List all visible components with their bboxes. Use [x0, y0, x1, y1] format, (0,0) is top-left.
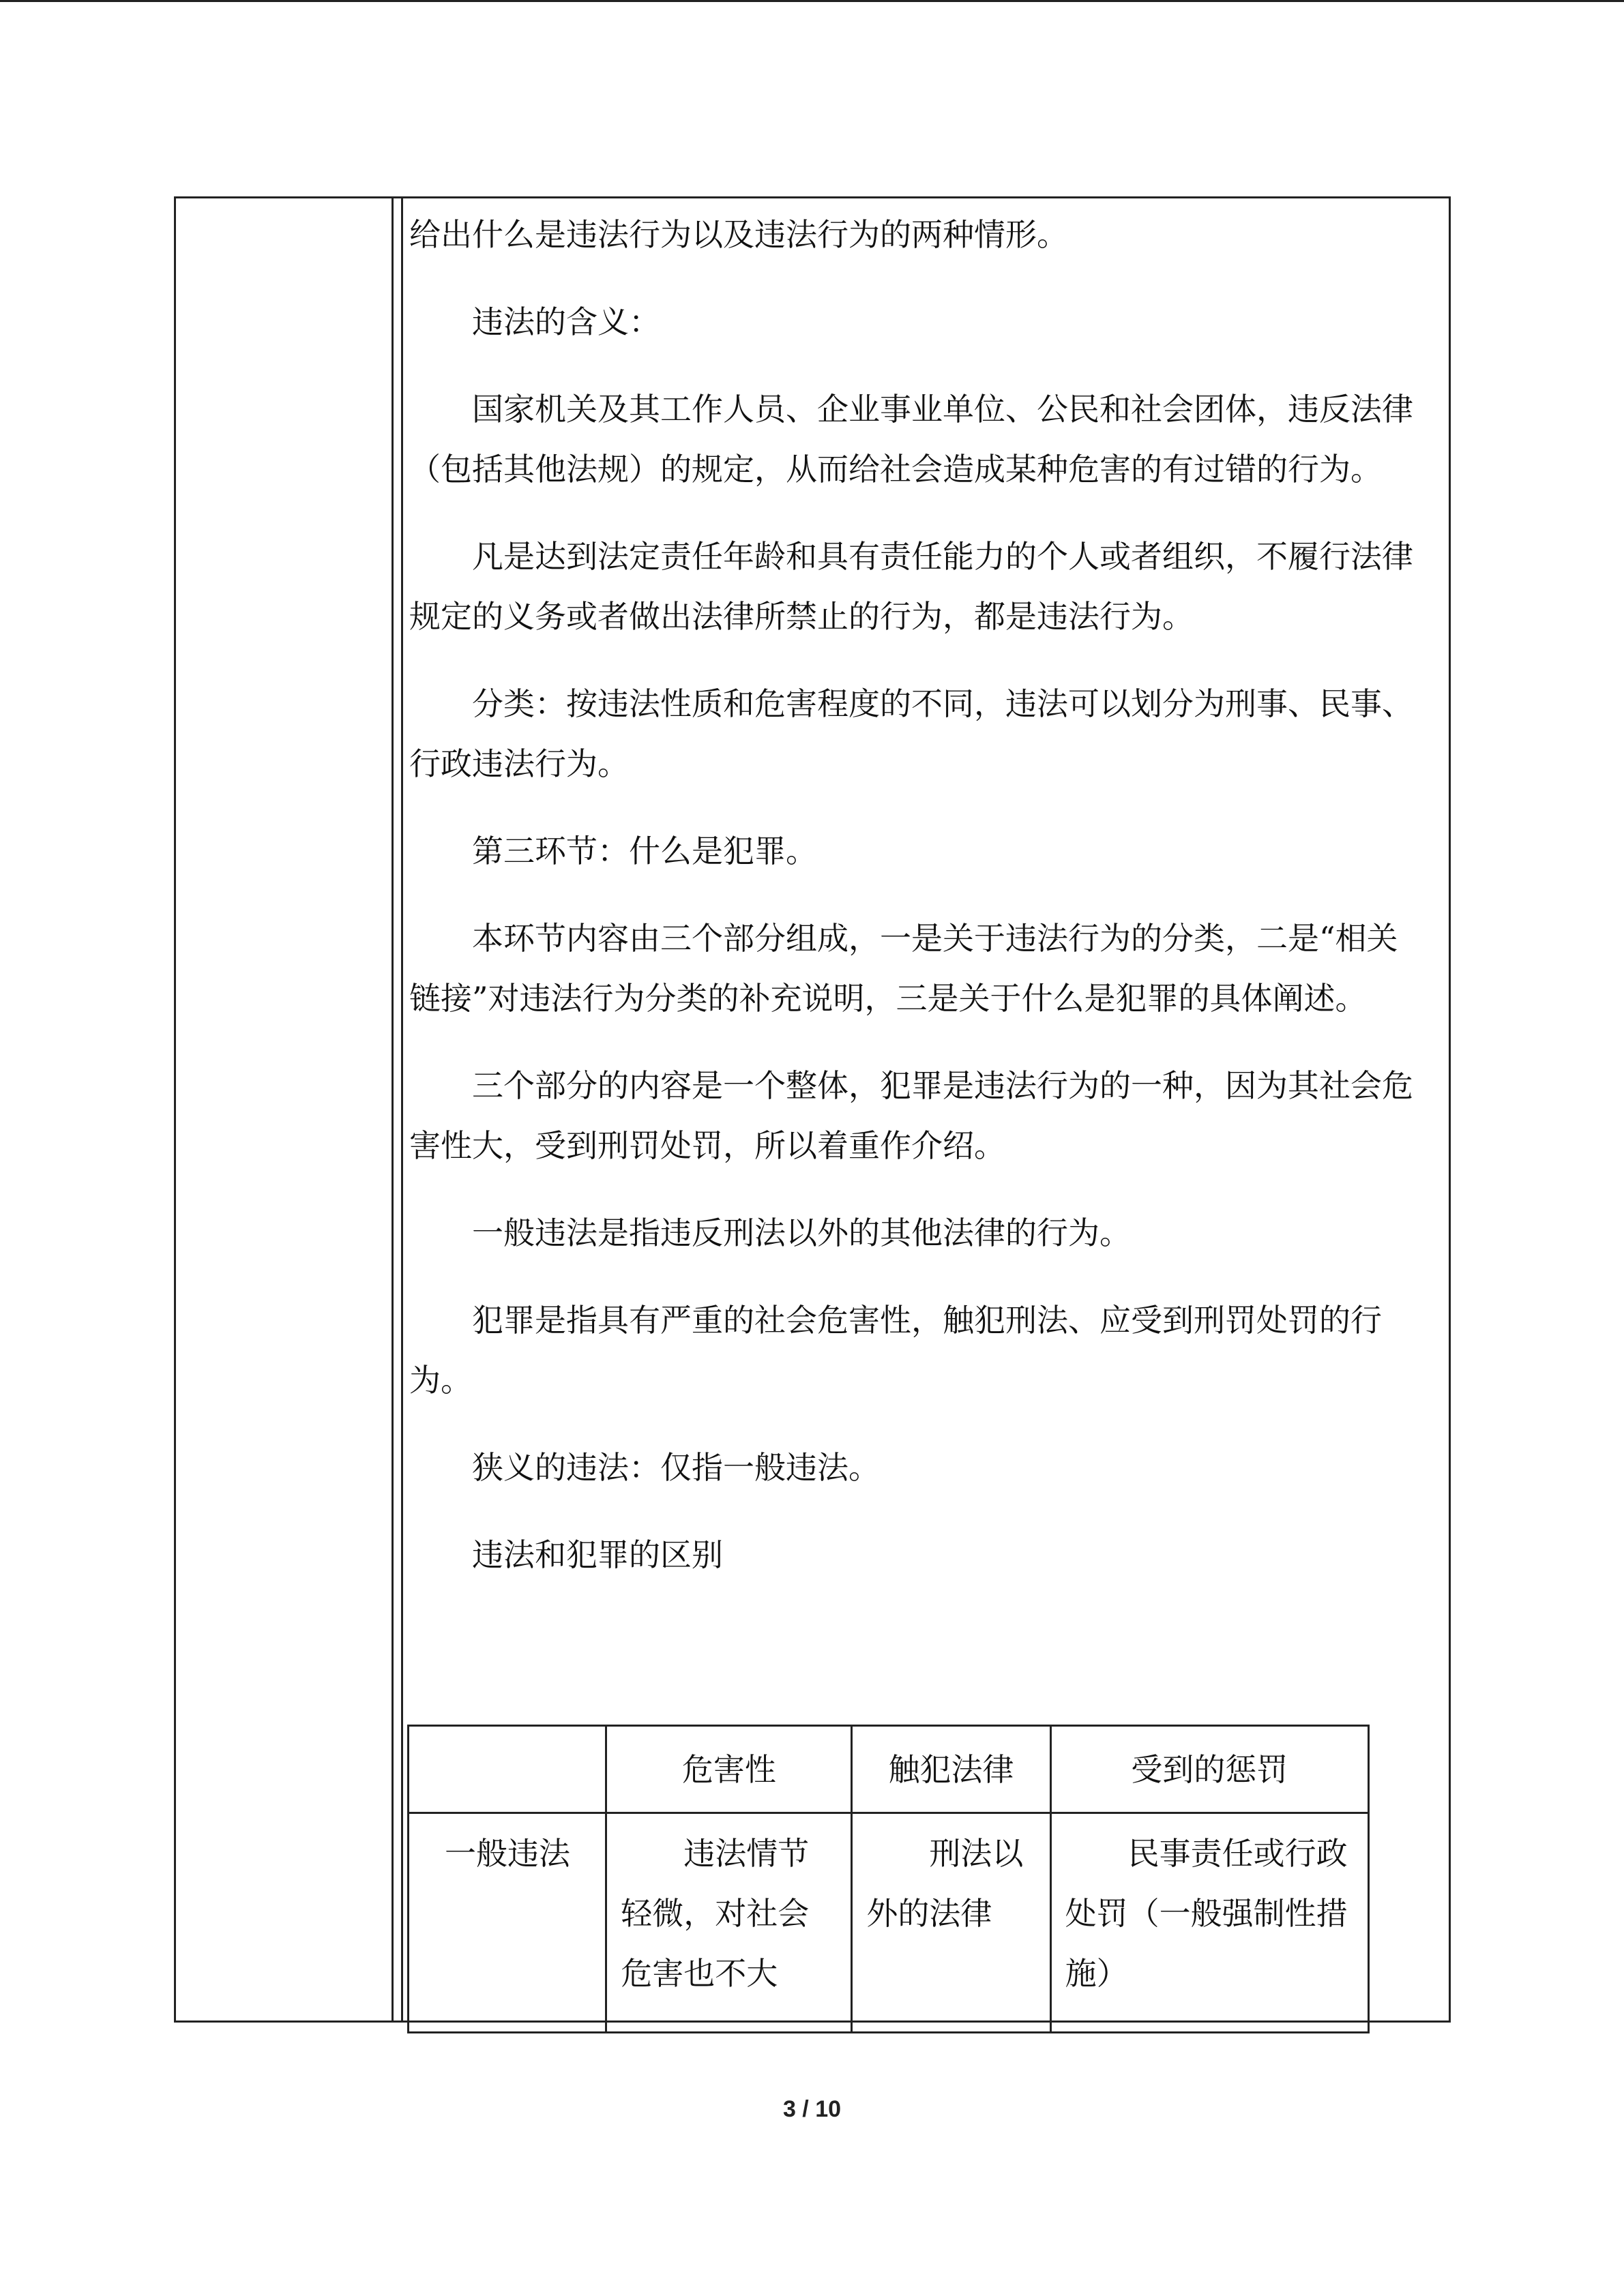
header-cell-harm: 危害性: [606, 1726, 852, 1813]
comparison-table: [407, 1725, 1370, 2033]
paragraph: 凡是达到法定责任年龄和具有责任能力的个人或者组织，不履行法律规定的义务或者做出法律所禁止的行为，都是违法行为。: [409, 538, 1413, 635]
paragraph: 狭义的违法：仅指一般违法。: [472, 1449, 880, 1486]
cell-text: 违法情节轻微，对社会危害也不大: [621, 1835, 810, 1992]
header-cell-law: 触犯法律: [852, 1726, 1050, 1813]
paragraph: 犯罪是指具有严重的社会危害性，触犯刑法、应受到刑罚处罚的行为。: [409, 1302, 1382, 1399]
column-divider: [392, 198, 394, 2021]
page-number: 3 / 10: [782, 2096, 842, 2122]
table-caption: 违法和犯罪的区别: [472, 1536, 723, 1573]
table-header-row: [409, 1726, 1369, 1813]
row-label: 一般违法: [409, 1813, 606, 2033]
table-row: [409, 1813, 1369, 2033]
paragraph: 本环节内容由三个部分组成，一是关于违法行为的分类，二是“相关链接”对违法行为分类的补充说明，三是关于什么是犯罪的具体阐述。: [409, 920, 1398, 1017]
paragraph: 国家机关及其工作人员、企业事业单位、公民和社会团体，违反法律（包括其他法规）的规定，从而给社会造成某种危害的有过错的行为。: [409, 391, 1413, 488]
paragraph: 给出什么是违法行为以及违法行为的两种情形。: [409, 216, 1068, 253]
table-cell: [606, 1813, 852, 2033]
cell-text: 刑法以外的法律: [866, 1835, 1024, 1932]
header-cell-empty: [409, 1726, 606, 1813]
paragraph: 违法的含义：: [472, 303, 660, 340]
column-divider: [401, 198, 403, 2021]
paragraph: 分类：按违法性质和危害程度的不同，违法可以划分为刑事、民事、行政违法行为。: [409, 685, 1413, 782]
section-heading: 第三环节：什么是犯罪。: [472, 833, 817, 869]
table-cell: [1050, 1813, 1368, 2033]
paragraph: 三个部分的内容是一个整体，犯罪是违法行为的一种，因为其社会危害性大，受到刑罚处罚，所以着重作介绍。: [409, 1067, 1413, 1164]
table-cell: [852, 1813, 1050, 2033]
cell-text: 民事责任或行政处罚（一般强制性措施）: [1065, 1835, 1348, 1992]
paragraph: 一般违法是指违反刑法以外的其他法律的行为。: [472, 1214, 1131, 1251]
header-cell-penalty: 受到的惩罚: [1050, 1726, 1368, 1813]
page-top-border: [0, 0, 1624, 2]
lesson-content: [409, 205, 1426, 1612]
